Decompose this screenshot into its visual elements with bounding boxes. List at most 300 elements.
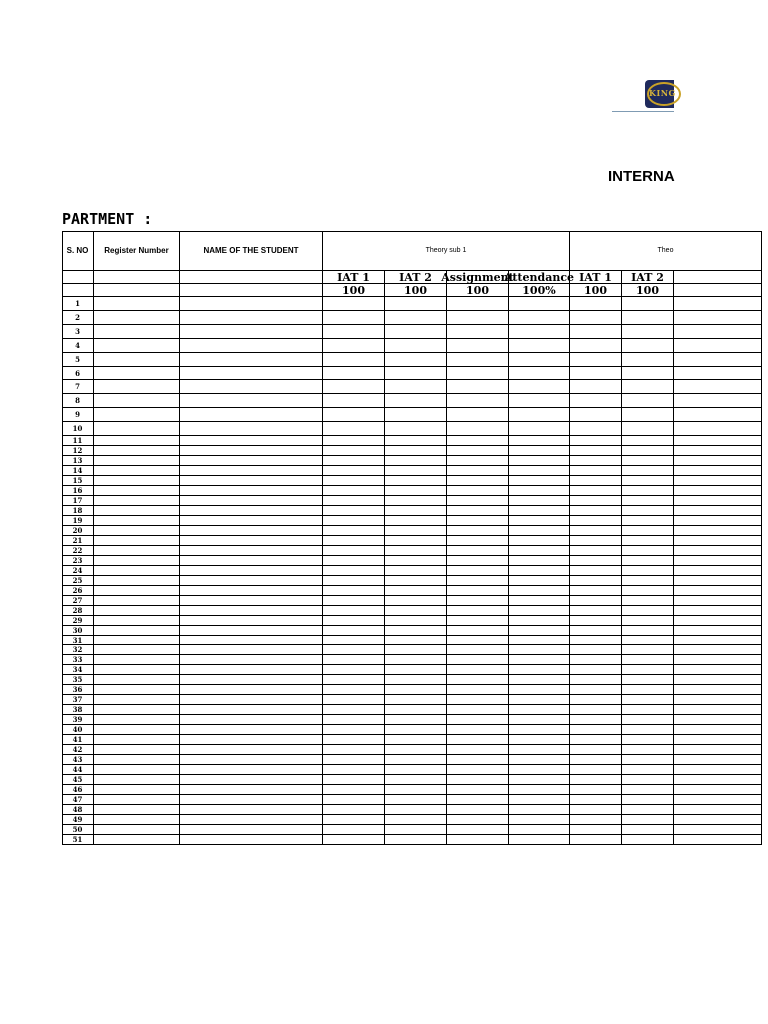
table-cell[interactable] [94,735,180,745]
table-cell[interactable] [674,645,762,655]
table-cell[interactable] [622,616,674,626]
table-cell[interactable] [622,536,674,546]
table-cell[interactable] [385,815,447,825]
table-cell[interactable] [323,685,385,695]
table-cell[interactable] [570,835,622,845]
table-cell[interactable] [385,695,447,705]
table-cell[interactable] [509,735,570,745]
table-cell[interactable] [570,655,622,665]
table-cell[interactable] [180,476,323,486]
table-cell[interactable] [509,496,570,506]
table-cell[interactable] [570,755,622,765]
table-cell[interactable] [323,311,385,325]
table-cell[interactable] [323,725,385,735]
table-cell[interactable] [323,367,385,380]
table-cell[interactable] [180,576,323,586]
table-cell[interactable] [570,715,622,725]
table-cell[interactable] [323,775,385,785]
table-cell[interactable] [94,496,180,506]
table-cell[interactable] [447,705,509,715]
table-cell[interactable] [323,825,385,835]
table-cell[interactable] [385,408,447,422]
table-cell[interactable] [323,408,385,422]
table-cell[interactable] [180,795,323,805]
table-cell[interactable] [323,436,385,446]
table-cell[interactable] [94,556,180,566]
table-cell[interactable] [385,536,447,546]
table-cell[interactable] [570,486,622,496]
table-cell[interactable] [509,725,570,735]
table-cell[interactable] [180,496,323,506]
table-cell[interactable] [323,576,385,586]
table-cell[interactable] [385,496,447,506]
table-cell[interactable] [447,576,509,586]
table-cell[interactable] [385,446,447,456]
table-cell[interactable] [509,446,570,456]
table-cell[interactable] [447,466,509,476]
table-cell[interactable] [674,805,762,815]
table-cell[interactable] [509,380,570,394]
table-cell[interactable] [509,645,570,655]
table-cell[interactable] [570,546,622,556]
table-cell[interactable] [622,546,674,556]
table-cell[interactable] [447,825,509,835]
table-cell[interactable] [94,367,180,380]
table-cell[interactable] [447,645,509,655]
table-cell[interactable] [385,380,447,394]
table-cell[interactable] [323,556,385,566]
table-cell[interactable] [570,626,622,636]
table-cell[interactable] [570,456,622,466]
table-cell[interactable] [622,835,674,845]
table-cell[interactable] [674,745,762,755]
table-cell[interactable] [180,408,323,422]
table-cell[interactable] [447,665,509,675]
table-cell[interactable] [674,476,762,486]
table-cell[interactable] [94,576,180,586]
table-cell[interactable] [94,645,180,655]
table-cell[interactable] [385,626,447,636]
table-cell[interactable] [385,586,447,596]
table-cell[interactable] [509,566,570,576]
table-cell[interactable] [622,586,674,596]
table-cell[interactable] [385,655,447,665]
table-cell[interactable] [180,705,323,715]
table-cell[interactable] [509,408,570,422]
table-cell[interactable] [674,446,762,456]
table-cell[interactable] [180,835,323,845]
table-cell[interactable] [94,775,180,785]
table-cell[interactable] [509,606,570,616]
table-cell[interactable] [509,775,570,785]
table-cell[interactable] [674,353,762,367]
table-cell[interactable] [323,566,385,576]
table-cell[interactable] [509,835,570,845]
table-cell[interactable] [570,476,622,486]
table-cell[interactable] [570,665,622,675]
table-cell[interactable] [180,456,323,466]
table-cell[interactable] [447,606,509,616]
table-cell[interactable] [509,795,570,805]
table-cell[interactable] [94,626,180,636]
table-cell[interactable] [674,394,762,408]
table-cell[interactable] [674,835,762,845]
table-cell[interactable] [570,496,622,506]
table-cell[interactable] [622,466,674,476]
table-cell[interactable] [447,325,509,339]
table-cell[interactable] [570,705,622,715]
table-cell[interactable] [509,655,570,665]
table-cell[interactable] [674,325,762,339]
table-cell[interactable] [622,825,674,835]
table-cell[interactable] [509,476,570,486]
table-cell[interactable] [447,735,509,745]
table-cell[interactable] [447,556,509,566]
table-cell[interactable] [622,805,674,815]
table-cell[interactable] [622,506,674,516]
table-cell[interactable] [622,645,674,655]
table-cell[interactable] [674,546,762,556]
table-cell[interactable] [509,536,570,546]
table-cell[interactable] [674,755,762,765]
table-cell[interactable] [94,566,180,576]
table-cell[interactable] [385,616,447,626]
table-cell[interactable] [447,297,509,311]
table-cell[interactable] [94,805,180,815]
table-cell[interactable] [674,725,762,735]
table-cell[interactable] [385,394,447,408]
table-cell[interactable] [385,526,447,536]
table-cell[interactable] [94,325,180,339]
table-cell[interactable] [385,645,447,655]
table-cell[interactable] [622,476,674,486]
table-cell[interactable] [570,775,622,785]
table-cell[interactable] [622,695,674,705]
table-cell[interactable] [509,596,570,606]
table-cell[interactable] [622,765,674,775]
table-cell[interactable] [323,705,385,715]
table-cell[interactable] [447,715,509,725]
table-cell[interactable] [447,626,509,636]
table-cell[interactable] [509,616,570,626]
table-cell[interactable] [570,765,622,775]
table-cell[interactable] [447,446,509,456]
table-cell[interactable] [94,536,180,546]
table-cell[interactable] [622,556,674,566]
table-cell[interactable] [622,297,674,311]
table-cell[interactable] [180,735,323,745]
table-cell[interactable] [447,695,509,705]
table-cell[interactable] [180,536,323,546]
table-cell[interactable] [509,367,570,380]
table-cell[interactable] [622,353,674,367]
table-cell[interactable] [622,596,674,606]
table-cell[interactable] [447,835,509,845]
table-cell[interactable] [622,675,674,685]
table-cell[interactable] [570,436,622,446]
table-cell[interactable] [94,815,180,825]
table-cell[interactable] [622,655,674,665]
table-cell[interactable] [447,486,509,496]
table-cell[interactable] [323,476,385,486]
table-cell[interactable] [570,526,622,536]
table-cell[interactable] [94,353,180,367]
table-cell[interactable] [622,380,674,394]
table-cell[interactable] [180,685,323,695]
table-cell[interactable] [447,526,509,536]
table-cell[interactable] [180,353,323,367]
table-cell[interactable] [323,446,385,456]
table-cell[interactable] [622,325,674,339]
table-cell[interactable] [509,715,570,725]
table-cell[interactable] [509,506,570,516]
table-cell[interactable] [94,636,180,645]
table-cell[interactable] [323,655,385,665]
table-cell[interactable] [385,311,447,325]
table-cell[interactable] [674,765,762,775]
table-cell[interactable] [622,665,674,675]
table-cell[interactable] [509,526,570,536]
table-cell[interactable] [447,408,509,422]
table-cell[interactable] [622,606,674,616]
table-cell[interactable] [674,576,762,586]
table-cell[interactable] [180,805,323,815]
table-cell[interactable] [323,805,385,815]
table-cell[interactable] [323,456,385,466]
table-cell[interactable] [180,466,323,476]
table-cell[interactable] [180,785,323,795]
table-cell[interactable] [570,735,622,745]
table-cell[interactable] [323,616,385,626]
table-cell[interactable] [570,825,622,835]
table-cell[interactable] [180,566,323,576]
table-cell[interactable] [94,526,180,536]
table-cell[interactable] [94,516,180,526]
table-cell[interactable] [622,446,674,456]
table-cell[interactable] [509,311,570,325]
table-cell[interactable] [622,456,674,466]
table-cell[interactable] [509,805,570,815]
table-cell[interactable] [94,715,180,725]
table-cell[interactable] [509,685,570,695]
table-cell[interactable] [447,755,509,765]
table-cell[interactable] [447,422,509,436]
table-cell[interactable] [94,311,180,325]
table-cell[interactable] [570,596,622,606]
table-cell[interactable] [385,546,447,556]
table-cell[interactable] [570,367,622,380]
table-cell[interactable] [570,725,622,735]
table-cell[interactable] [94,506,180,516]
table-cell[interactable] [570,466,622,476]
table-cell[interactable] [622,636,674,645]
table-cell[interactable] [385,516,447,526]
table-cell[interactable] [509,339,570,353]
table-cell[interactable] [674,566,762,576]
table-cell[interactable] [674,486,762,496]
table-cell[interactable] [674,715,762,725]
table-cell[interactable] [323,536,385,546]
table-cell[interactable] [622,486,674,496]
table-cell[interactable] [674,775,762,785]
table-cell[interactable] [509,665,570,675]
table-cell[interactable] [447,380,509,394]
table-cell[interactable] [180,446,323,456]
table-cell[interactable] [94,745,180,755]
table-cell[interactable] [323,636,385,645]
table-cell[interactable] [180,422,323,436]
table-cell[interactable] [570,506,622,516]
table-cell[interactable] [94,655,180,665]
table-cell[interactable] [570,586,622,596]
table-cell[interactable] [570,606,622,616]
table-cell[interactable] [94,456,180,466]
table-cell[interactable] [385,486,447,496]
table-cell[interactable] [385,795,447,805]
table-cell[interactable] [323,526,385,536]
table-cell[interactable] [385,755,447,765]
table-cell[interactable] [570,325,622,339]
table-cell[interactable] [447,745,509,755]
table-cell[interactable] [94,705,180,715]
table-cell[interactable] [509,546,570,556]
table-cell[interactable] [180,506,323,516]
table-cell[interactable] [622,626,674,636]
table-cell[interactable] [674,556,762,566]
table-cell[interactable] [385,422,447,436]
table-cell[interactable] [447,566,509,576]
table-cell[interactable] [323,785,385,795]
table-cell[interactable] [94,436,180,446]
table-cell[interactable] [385,353,447,367]
table-cell[interactable] [509,456,570,466]
table-cell[interactable] [385,436,447,446]
table-cell[interactable] [509,705,570,715]
table-cell[interactable] [385,665,447,675]
table-cell[interactable] [180,765,323,775]
table-cell[interactable] [447,765,509,775]
table-cell[interactable] [622,496,674,506]
table-cell[interactable] [509,516,570,526]
table-cell[interactable] [180,556,323,566]
table-cell[interactable] [570,745,622,755]
table-cell[interactable] [385,725,447,735]
table-cell[interactable] [385,297,447,311]
table-cell[interactable] [674,815,762,825]
table-cell[interactable] [447,596,509,606]
table-cell[interactable] [385,596,447,606]
table-cell[interactable] [323,506,385,516]
table-cell[interactable] [94,596,180,606]
table-cell[interactable] [674,506,762,516]
table-cell[interactable] [447,655,509,665]
table-cell[interactable] [674,496,762,506]
table-cell[interactable] [180,775,323,785]
table-cell[interactable] [447,795,509,805]
table-cell[interactable] [323,297,385,311]
table-cell[interactable] [323,835,385,845]
table-cell[interactable] [622,394,674,408]
table-cell[interactable] [180,606,323,616]
table-cell[interactable] [509,576,570,586]
table-cell[interactable] [180,626,323,636]
table-cell[interactable] [622,516,674,526]
table-cell[interactable] [180,325,323,339]
table-cell[interactable] [323,626,385,636]
table-cell[interactable] [447,476,509,486]
table-cell[interactable] [447,311,509,325]
table-cell[interactable] [323,325,385,339]
table-cell[interactable] [447,725,509,735]
table-cell[interactable] [94,408,180,422]
table-cell[interactable] [674,636,762,645]
table-cell[interactable] [385,506,447,516]
table-cell[interactable] [509,745,570,755]
table-cell[interactable] [94,466,180,476]
table-cell[interactable] [509,297,570,311]
table-cell[interactable] [323,496,385,506]
table-cell[interactable] [94,725,180,735]
table-cell[interactable] [94,606,180,616]
table-cell[interactable] [180,655,323,665]
table-cell[interactable] [385,476,447,486]
table-cell[interactable] [94,422,180,436]
table-cell[interactable] [180,436,323,446]
table-cell[interactable] [385,825,447,835]
table-cell[interactable] [570,536,622,546]
table-cell[interactable] [570,311,622,325]
table-cell[interactable] [509,436,570,446]
table-cell[interactable] [509,626,570,636]
table-cell[interactable] [622,715,674,725]
table-cell[interactable] [674,526,762,536]
table-cell[interactable] [674,456,762,466]
table-cell[interactable] [180,297,323,311]
table-cell[interactable] [94,616,180,626]
table-cell[interactable] [94,380,180,394]
table-cell[interactable] [622,685,674,695]
table-cell[interactable] [323,606,385,616]
table-cell[interactable] [674,616,762,626]
table-cell[interactable] [674,795,762,805]
table-cell[interactable] [94,546,180,556]
table-cell[interactable] [447,456,509,466]
table-cell[interactable] [570,795,622,805]
table-cell[interactable] [447,805,509,815]
table-cell[interactable] [622,725,674,735]
table-cell[interactable] [180,586,323,596]
table-cell[interactable] [674,606,762,616]
table-cell[interactable] [674,408,762,422]
table-cell[interactable] [447,785,509,795]
table-cell[interactable] [674,665,762,675]
table-cell[interactable] [385,339,447,353]
table-cell[interactable] [323,353,385,367]
table-cell[interactable] [674,380,762,394]
table-cell[interactable] [570,636,622,645]
table-cell[interactable] [674,655,762,665]
table-cell[interactable] [509,325,570,339]
table-cell[interactable] [570,556,622,566]
table-cell[interactable] [94,765,180,775]
table-cell[interactable] [385,835,447,845]
table-cell[interactable] [447,536,509,546]
table-cell[interactable] [570,353,622,367]
table-cell[interactable] [447,436,509,446]
table-cell[interactable] [180,636,323,645]
table-cell[interactable] [674,516,762,526]
table-cell[interactable] [622,785,674,795]
